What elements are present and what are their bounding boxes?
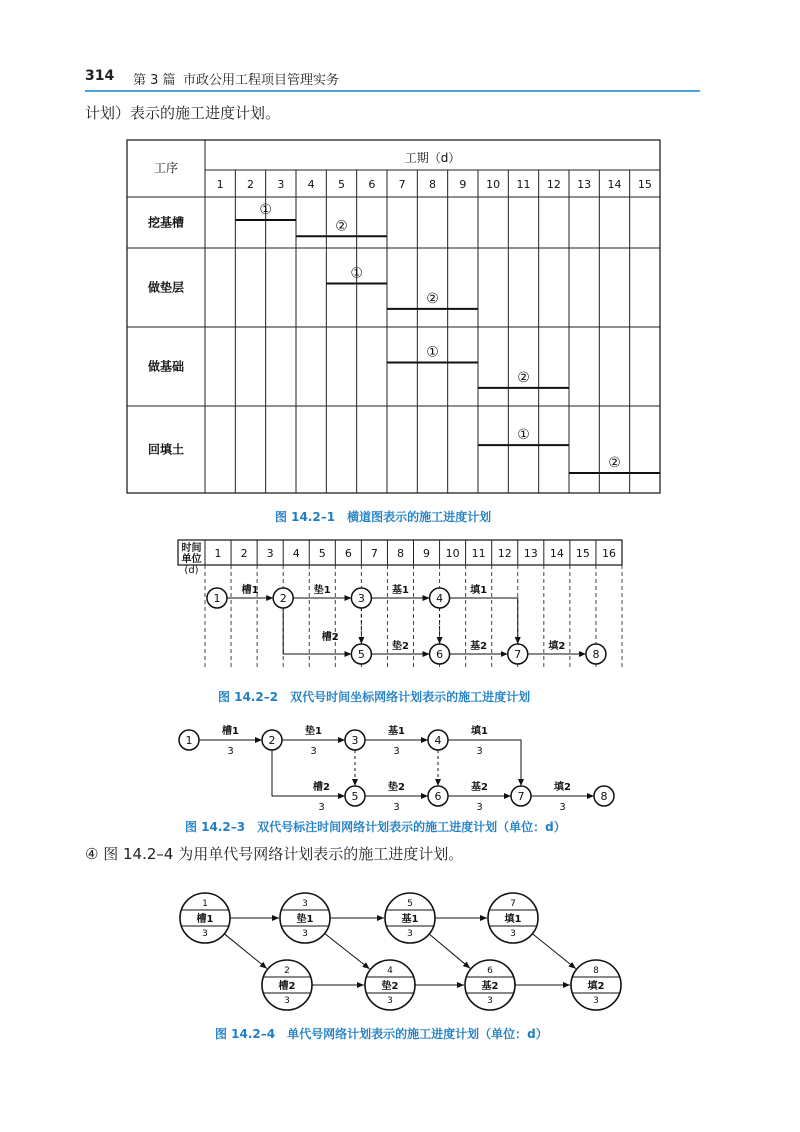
dcn-arrow-duration: 3 [559,802,566,813]
scn-node-id: 7 [510,899,516,909]
tsn-node-label: 5 [357,648,365,661]
scn-node-id: 2 [284,966,290,976]
gantt-bar-label: ① [517,427,530,444]
tsn-day-label: 1 [214,547,222,560]
fig2-caption: 图 14.2–2 双代号时间坐标网络计划表示的施工进度计划 [218,690,531,704]
tsn-node-label: 3 [357,592,365,605]
scn-edge [532,934,575,969]
intro-text: 计划）表示的施工进度计划。 [85,104,281,122]
gantt-col-header: 工序 [153,161,179,175]
scn-edge [325,933,370,968]
fig4-caption: 图 14.2–4 单代号网络计划表示的施工进度计划（单位：d） [215,1027,548,1041]
dcn-arrow-label: 垫1 [305,726,322,737]
gantt-day-label: 11 [516,178,531,191]
tsn-day-label: 14 [549,547,564,560]
fig1-caption: 图 14.2–1 横道图表示的施工进度计划 [275,510,492,524]
dcn-arrow-label: 填1 [471,726,488,737]
scn-node-name: 填2 [587,981,605,992]
tsn-arrow-label: 垫2 [391,641,409,652]
page-number: 314 [85,68,115,84]
dcn-arrow-label: 垫2 [388,782,405,793]
dcn-arrow-duration: 3 [318,802,325,813]
gantt-bar-label: ① [426,344,439,361]
tsn-node-label: 8 [592,648,600,661]
dcn-node-label: 5 [351,790,359,803]
tsn-arrow-label: 槽2 [321,632,339,643]
scn-node-name: 填1 [504,914,522,925]
tsn-day-label: 13 [523,547,538,560]
dcn-node-label: 8 [600,790,608,803]
gantt-task-name: 挖基槽 [147,215,185,230]
tsn-arrow-label: 填2 [548,641,566,652]
tsn-day-label: 7 [370,547,378,560]
tsn-unit-label: 时间 [181,543,202,554]
gantt-day-label: 7 [398,178,406,191]
scn-node-duration: 3 [284,996,290,1006]
dcn-arrow-label: 基2 [471,782,488,793]
tsn-node-label: 1 [213,592,221,605]
tsn-unit-label: (d) [184,565,199,576]
scn-node-duration: 3 [487,996,493,1006]
dcn-arrow-label: 填2 [554,782,571,793]
scn-node-name: 槽2 [278,981,296,992]
book-title: 市政公用工程项目管理实务 [183,73,340,88]
scn-node-id: 5 [407,899,413,909]
gantt-bar-label: ② [335,218,348,235]
gantt-day-label: 12 [546,178,561,191]
dcn-arrow-duration: 3 [476,746,483,757]
scn-node-duration: 3 [407,929,413,939]
tsn-day-label: 3 [266,547,274,560]
dcn-arrow-duration: 3 [393,746,400,757]
tsn-day-label: 8 [396,547,404,560]
dcn-arrow-duration: 3 [227,746,234,757]
scn-node-duration: 3 [302,929,308,939]
dcn-node-label: 4 [434,734,442,747]
scn-node-name: 垫2 [381,981,399,992]
scn-edge [224,934,267,969]
gantt-day-label: 2 [247,178,254,191]
tsn-day-label: 4 [292,547,300,560]
gantt-task-name: 回填土 [147,442,185,457]
tsn-node-label: 7 [514,648,522,661]
dcn-arrow-label: 槽1 [222,726,239,737]
scn-node-duration: 3 [202,929,208,939]
tsn-day-label: 2 [240,547,248,560]
gantt-day-label: 10 [486,178,501,191]
scn-node-id: 3 [302,899,308,909]
tsn-arrow-label: 槽1 [241,585,259,596]
tsn-unit-label: 单位 [181,554,202,565]
tsn-day-label: 10 [445,547,460,560]
dcn-node-label: 7 [517,790,525,803]
scn-node-duration: 3 [510,929,516,939]
gantt-day-label: 13 [577,178,592,191]
tsn-arrow-label: 基1 [391,585,409,596]
gantt-bar-label: ① [259,201,272,218]
gantt-day-label: 9 [459,178,467,191]
tsn-node-label: 2 [279,592,287,605]
scn-node-id: 1 [202,899,208,909]
part-label: 第 3 篇 [133,73,176,88]
scn-node-duration: 3 [593,996,599,1006]
gantt-day-label: 1 [216,178,224,191]
item4-text: ④ 图 14.2–4 为用单代号网络计划表示的施工进度计划。 [85,845,464,863]
scn-node-id: 4 [387,966,393,976]
scn-node-name: 槽1 [196,914,214,925]
tsn-arrow-label: 填1 [470,585,488,596]
tsn-day-label: 9 [423,547,431,560]
gantt-day-label: 5 [338,178,345,191]
tsn-arrow-label: 垫1 [313,585,331,596]
gantt-bar-label: ② [608,454,621,471]
dcn-node-label: 6 [434,790,442,803]
gantt-period-header: 工期（d） [404,151,461,165]
gantt-task-name: 做基础 [147,359,185,374]
scn-node-id: 6 [487,966,493,976]
scn-node-name: 垫1 [296,914,314,925]
dcn-arrow-duration: 3 [310,746,317,757]
gantt-day-label: 15 [637,178,652,191]
scn-node-name: 基1 [401,914,419,925]
gantt-day-label: 8 [429,178,436,191]
tsn-day-label: 6 [344,547,352,560]
tsn-day-label: 15 [575,547,590,560]
dcn-arrow-duration: 3 [393,802,400,813]
dcn-arrow-label: 基1 [388,726,405,737]
gantt-bar-label: ① [350,265,363,282]
tsn-day-label: 11 [471,547,486,560]
dcn-arrow-label: 槽2 [313,782,330,793]
tsn-day-label: 16 [601,547,616,560]
dcn-node-label: 2 [268,734,276,747]
scn-node-duration: 3 [387,996,393,1006]
scn-node-id: 8 [593,966,599,976]
scn-edge [429,934,470,968]
tsn-node-label: 4 [436,592,444,605]
tsn-day-label: 12 [497,547,512,560]
tsn-day-label: 5 [318,547,326,560]
dcn-node-label: 3 [351,734,359,747]
gantt-day-label: 4 [307,178,315,191]
gantt-day-label: 6 [368,178,376,191]
gantt-day-label: 3 [277,178,285,191]
fig3-caption: 图 14.2–3 双代号标注时间网络计划表示的施工进度计划（单位：d） [185,820,566,834]
gantt-bar-label: ② [517,369,530,386]
gantt-task-name: 做垫层 [147,280,185,295]
tsn-node-label: 6 [436,648,444,661]
scn-node-name: 基2 [481,981,499,992]
dcn-node-label: 1 [185,734,193,747]
tsn-arrow-label: 基2 [470,641,488,652]
dcn-arrow-duration: 3 [476,802,483,813]
gantt-day-label: 14 [607,178,622,191]
gantt-bar-label: ② [426,290,439,307]
